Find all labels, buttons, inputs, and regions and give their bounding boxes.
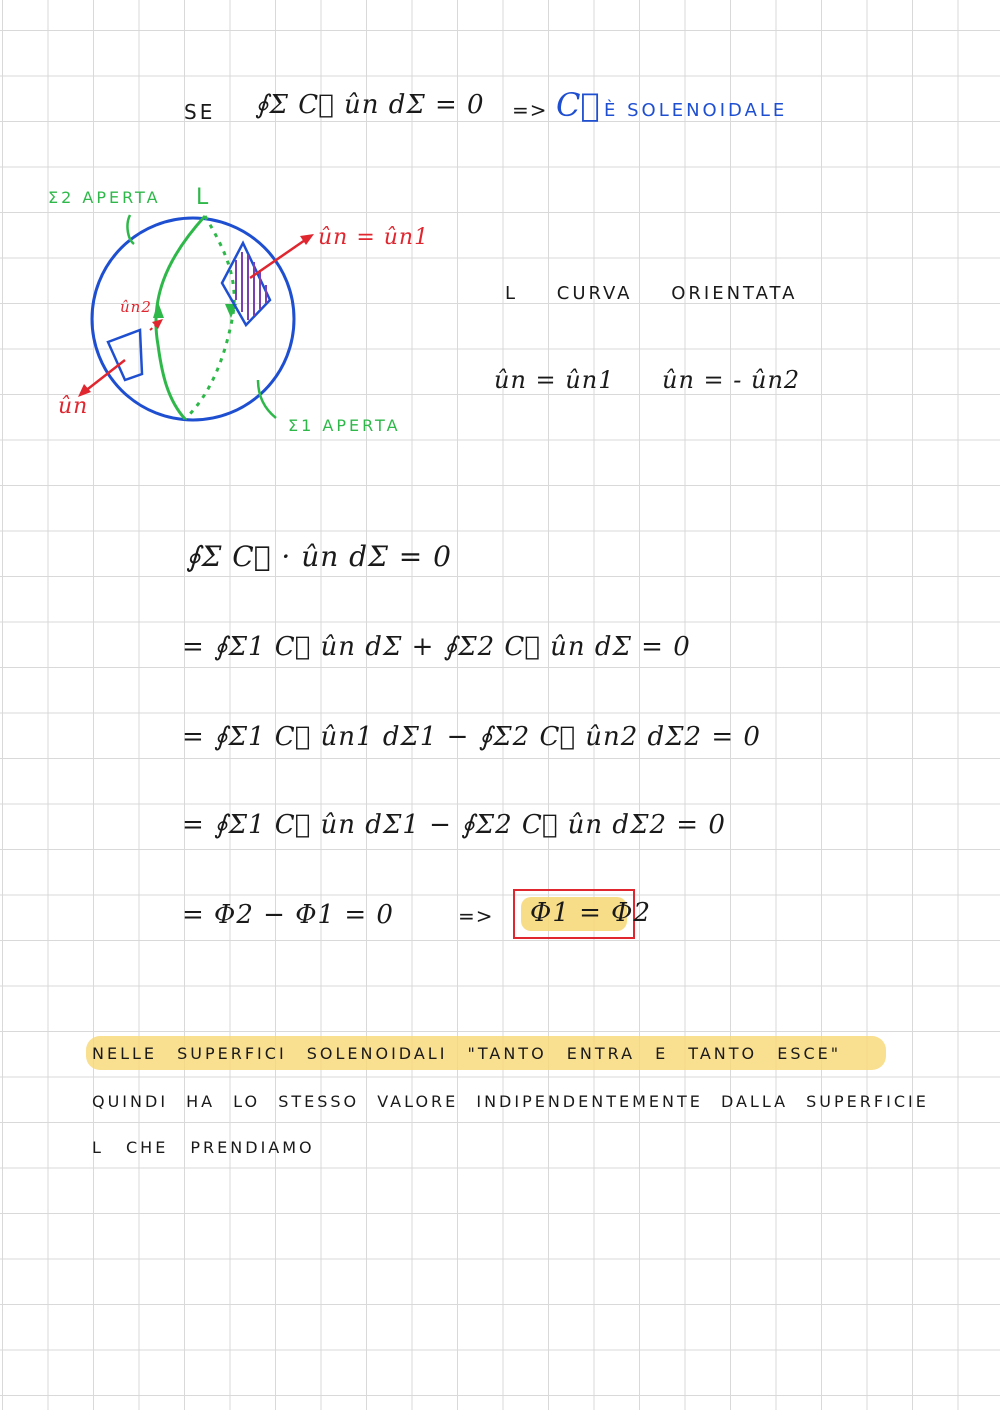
header-statement: È SOLENOIDALE [604,100,788,121]
derivation-line-2: = ∮Σ1 C⃗ ûn dΣ + ∮Σ2 C⃗ ûn dΣ = 0 [182,632,691,662]
derivation-line-4: = ∮Σ1 C⃗ ûn dΣ1 − ∮Σ2 C⃗ ûn dΣ2 = 0 [182,810,726,840]
header-formula: ∮Σ C⃗ ûn dΣ = 0 [255,90,485,120]
normal-left-arrowhead [152,319,163,329]
small-patch [108,330,142,380]
curve-back [185,216,234,419]
note-line-1: NELLE SUPERFICI SOLENOIDALI "TANTO ENTRA E TANTO ESCE" [92,1044,842,1063]
sphere-outline [92,218,294,420]
header-vector: C⃗ [556,86,601,124]
curve-label: L [196,185,210,210]
derivation-line-5: = Φ2 − Φ1 = 0 [182,900,394,930]
derivation-line-1: ∮Σ C⃗ · ûn dΣ = 0 [186,540,452,573]
note-line-2: QUINDI HA LO STESSO VALORE INDIPENDENTEMENTE DALLA SUPERFICIE [92,1092,929,1111]
curve-note: L CURVA ORIENTATA [505,283,798,304]
header-implies: => [512,98,548,122]
derivation-line-3: = ∮Σ1 C⃗ ûn1 dΣ1 − ∮Σ2 C⃗ ûn2 dΣ2 = 0 [182,722,761,752]
normal-bottom-label: ûn [58,394,89,419]
normal-eq1: ûn = ûn1 [494,366,615,394]
sigma1-label: Σ1 APERTA [288,416,401,435]
curve-arrow-up [153,302,164,318]
derivation-implies: => [458,904,494,928]
normal-eq2: ûn = - ûn2 [662,366,801,394]
note-line-3: L CHE PRENDIAMO [92,1138,315,1157]
result-equation: Φ1 = Φ2 [530,898,652,928]
sigma2-label: Σ2 APERTA [48,188,161,207]
normal-top-label: ûn = ûn1 [318,225,430,250]
normal-left-label: ûn2 [120,298,152,316]
header-se: SE [184,100,216,124]
